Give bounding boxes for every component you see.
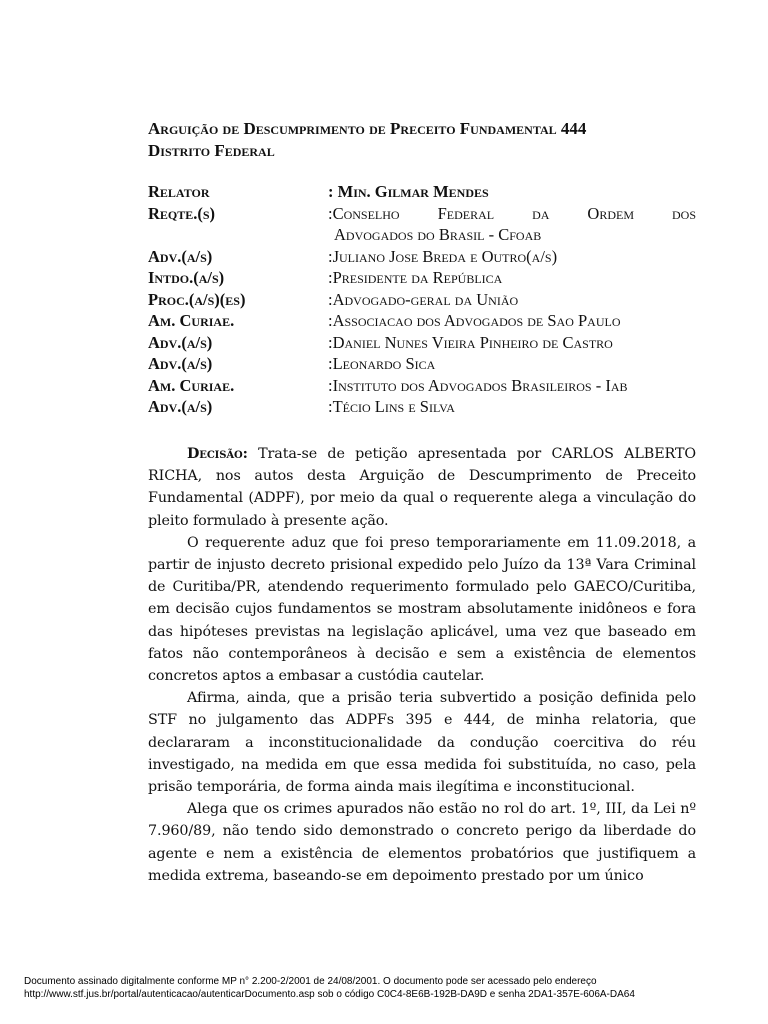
party-row: [148, 310, 696, 332]
party-role: Adv.(a/s): [148, 397, 213, 416]
decision-label: Decisão:: [187, 446, 248, 462]
party-role: Adv.(a/s): [148, 332, 213, 352]
party-role: Am. Curiae.: [148, 375, 235, 395]
paragraph: O requerente aduz que foi preso temporariamente em 11.09.2018, a partir de injusto decreto prisional expedido pelo Juízo da 13ª Vara Criminal de Curitiba/PR, atendendo requerimento formulado pelo GAECO/Curitiba, em decisão cujos fundamentos se mostram absolutamente inidôneos e fora das hipóteses previstas na legislação aplicável, uma vez que baseado em fatos não contemporâneos à decisão e sem a existência de elementos concretos aptos a embasar a custódia cautelar.: [148, 534, 696, 685]
case-title: Arguição de Descumprimento de Preceito Fundamental 444: [148, 119, 587, 138]
party-name: :Leonardo Sica: [328, 354, 436, 373]
party-name: :Associacao dos Advogados de Sao Paulo: [328, 311, 621, 330]
party-role: Intdo.(a/s): [148, 268, 225, 287]
signature-footer: [24, 975, 754, 1001]
party-name: :Técio Lins e Silva: [328, 397, 455, 416]
party-name: :Advogado-geral da União: [328, 289, 519, 309]
footer-line: Documento assinado digitalmente conforme MP n° 2.200-2/2001 de 24/08/2001. O documento pode ser acessado pelo endereço: [24, 976, 597, 987]
party-name: :Juliano Jose Breda e Outro(a/s): [328, 246, 558, 266]
document-heading: [148, 118, 708, 162]
paragraph: Alega que os crimes apurados não estão no rol do art. 1º, III, da Lei nº 7.960/89, não tendo sido demonstrado o concreto perigo da liberdade do agente e nem a existência de elementos probatórios que justifiquem a medida extrema, baseando-se em depoimento prestado por um único: [148, 801, 696, 884]
party-row: [148, 181, 696, 203]
party-row: [148, 267, 696, 289]
paragraph-text: Trata-se de petição apresentada por CARLOS ALBERTO RICHA, nos autos desta Arguição de Descumprimento de Preceito Fundamental (ADPF), por meio da qual o requerente alega a vinculação do pleito formulado à presente ação.: [148, 446, 696, 529]
footer-line: http://www.stf.jus.br/portal/autenticacao/autenticarDocumento.asp sob o código C0C4-8E6B-192B-DA9D e senha 2DA1-357E-606A-DA64: [24, 989, 635, 1000]
party-role: Am. Curiae.: [148, 311, 235, 330]
party-row: [148, 396, 696, 418]
party-role: Proc.(a/s)(es): [148, 289, 246, 309]
party-name: :Instituto dos Advogados Brasileiros - Iab: [328, 375, 628, 395]
party-role: Adv.(a/s): [148, 246, 213, 266]
party-name-continuation: Advogados do Brasil - Cfoab: [334, 225, 542, 244]
case-jurisdiction: Distrito Federal: [148, 141, 275, 160]
party-role: Reqte.(s): [148, 203, 216, 223]
party-name: :Conselho Federal da Ordem dos: [328, 203, 696, 223]
party-name: : Min. Gilmar Mendes: [328, 182, 489, 201]
party-name: :Presidente da República: [328, 268, 503, 287]
party-row: [148, 289, 696, 311]
parties-list: [148, 181, 696, 418]
party-row: [148, 203, 696, 246]
paragraph: [148, 443, 696, 532]
party-role: Adv.(a/s): [148, 354, 213, 373]
party-name: :Daniel Nunes Vieira Pinheiro de Castro: [328, 332, 613, 352]
party-row: [148, 332, 696, 354]
party-role: Relator: [148, 182, 210, 201]
decision-body: [148, 443, 696, 887]
party-row: [148, 375, 696, 397]
party-row: [148, 246, 696, 268]
party-row: [148, 353, 696, 375]
paragraph: Afirma, ainda, que a prisão teria subvertido a posição definida pelo STF no julgamento das ADPFs 395 e 444, de minha relatoria, que declararam a inconstitucionalidade da condução coercitiva do réu investigado, na medida em que essa medida foi substituída, no caso, pela prisão temporária, de forma ainda mais ilegítima e inconstitucional.: [148, 690, 696, 796]
